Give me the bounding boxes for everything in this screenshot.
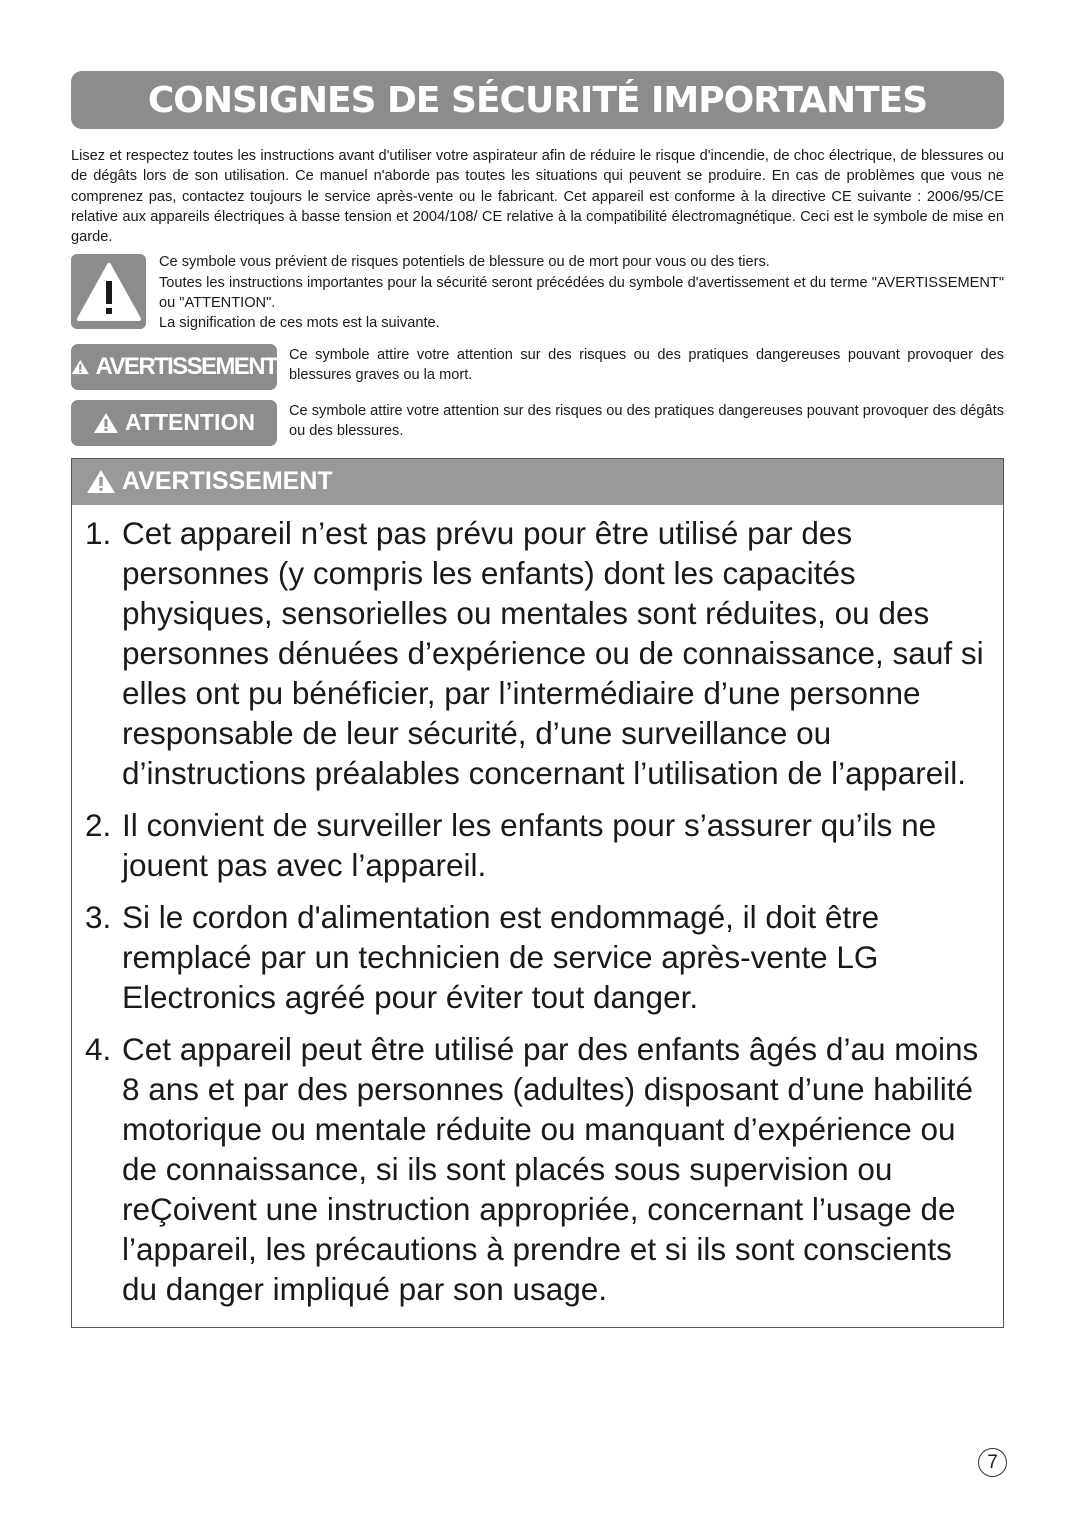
symbol-line-1: Ce symbole vous prévient de risques potentiels de blessure ou de mort pour vous ou des tiers.	[159, 254, 770, 271]
list-item-number: 3.	[85, 898, 112, 935]
warning-box	[71, 458, 1004, 1328]
page-title-bar	[71, 71, 1004, 129]
list-item	[72, 805, 989, 885]
badge-description: Ce symbole attire votre attention sur des risques ou des pratiques dangereuses pouvant provoquer des dégâts ou des blessures.	[289, 402, 1004, 439]
attention-definition	[71, 400, 1004, 446]
list-item	[72, 513, 989, 793]
page-number-value: 7	[987, 1451, 998, 1473]
badge-label: ATTENTION	[125, 409, 255, 436]
warning-box-title: AVERTISSEMENT	[122, 467, 333, 496]
page-title: CONSIGNES DE SÉCURITÉ IMPORTANTES	[147, 79, 928, 121]
badge-description: Ce symbole attire votre attention sur des risques ou des pratiques dangereuses pouvant provoquer des blessures graves ou la mort.	[289, 346, 1004, 383]
list-item-number: 1.	[85, 514, 112, 551]
intro-paragraph: Lisez et respectez toutes les instructions avant d'utiliser votre aspirateur afin de réduire le risque d'incendie, de choc électrique, de blessures ou de dégâts lors de son utilisation. Ce manuel n'aborde pas toutes les situations qui peuvent se produire. En cas de problèmes que vous ne comprenez pas, contactez toujours le service après-vente ou le fabricant. Cet appareil est conforme à la directive CE suivante : 2006/95/CE relative aux appareils électriques à basse tension et 2004/108/ CE relative à la compatibilité électromagnétique. Ceci est le symbole de mise en garde.	[71, 148, 1004, 246]
symbol-explanation-text	[159, 252, 1004, 333]
avertissement-badge	[71, 344, 277, 390]
symbol-explanation	[71, 252, 1004, 333]
warning-triangle-icon	[71, 355, 90, 379]
warning-triangle-icon	[93, 411, 119, 435]
badge-label: AVERTISSEMENT	[95, 352, 277, 380]
avertissement-definition	[71, 344, 1004, 390]
list-item	[72, 897, 989, 1017]
list-item	[72, 1029, 989, 1309]
list-item-text: Cet appareil n’est pas prévu pour être utilisé par des personnes (y compris les enfants) dont les capacités physiques, sensorielles ou mentales sont réduites, ou des personnes dénuées d’expérience ou de connaissance, sauf si elles ont pu bénéficier, par l’intermédiaire d’une personne responsable de leur sécurité, d’une surveillance ou d’instructions préalables concernant l’utilisation de l’appareil.	[122, 514, 984, 791]
safety-page	[71, 71, 1004, 1328]
list-item-number: 2.	[85, 806, 112, 843]
warning-list	[72, 505, 1003, 1327]
symbol-line-3: La signification de ces mots est la suivante.	[159, 315, 440, 332]
attention-badge	[71, 400, 277, 446]
symbol-line-2: Toutes les instructions importantes pour la sécurité seront précédées du symbole d'avertissement et du terme "AVERTISSEMENT" ou "ATTENTION".	[159, 274, 1004, 312]
warning-triangle-icon	[86, 468, 116, 495]
list-item-text: Cet appareil peut être utilisé par des enfants âgés d’au moins 8 ans et par des personnes (adultes) disposant d’une habilité motorique ou mentale réduite ou manquant d’expérience ou de connaissance, si ils sont placés sous supervision ou reÇoivent une instruction appropriée, concernant l’usage de l’appareil, les précautions à prendre et si ils sont conscients du danger impliqué par son usage.	[122, 1030, 979, 1307]
warning-triangle-icon	[71, 254, 146, 329]
page-number	[978, 1448, 1007, 1477]
list-item-text: Il convient de surveiller les enfants pour s’assurer qu’ils ne jouent pas avec l’appareil.	[122, 806, 937, 883]
warning-box-header	[72, 459, 1003, 505]
list-item-text: Si le cordon d'alimentation est endommagé, il doit être remplacé par un technicien de service après-vente LG Electronics agréé pour éviter tout danger.	[122, 898, 880, 1015]
list-item-number: 4.	[85, 1030, 112, 1067]
